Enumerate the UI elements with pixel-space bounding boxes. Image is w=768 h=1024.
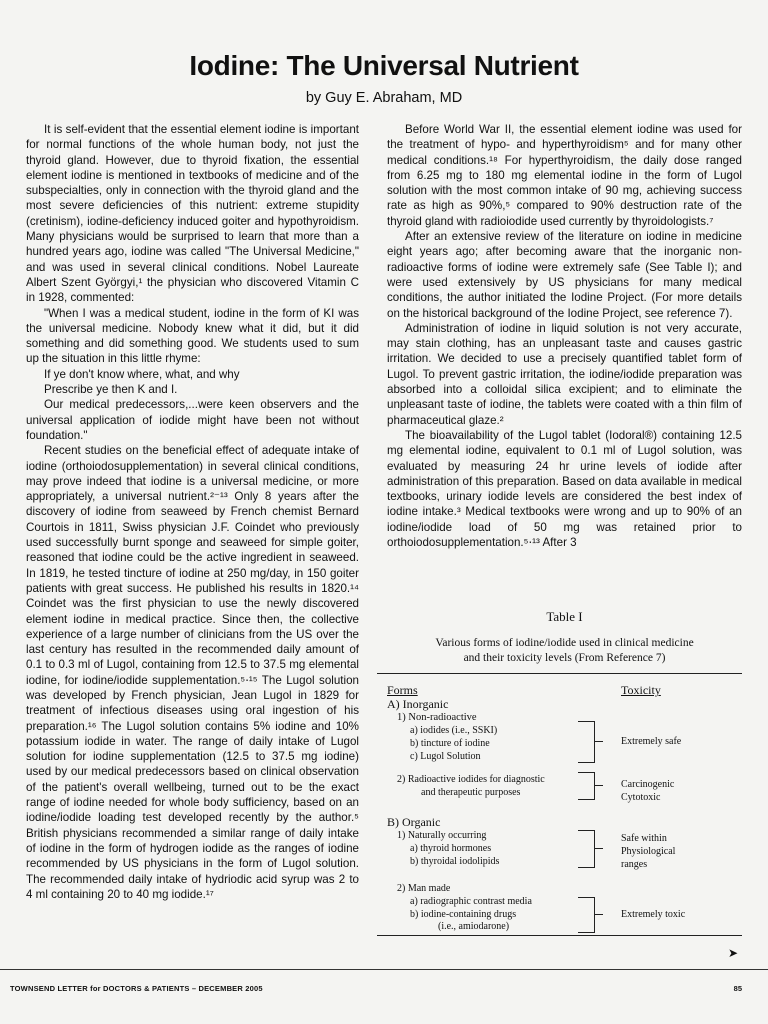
page-number: 85 xyxy=(733,984,742,993)
table-item: and therapeutic purposes xyxy=(421,787,521,798)
table-item: b) thyroidal iodolipids xyxy=(410,856,500,867)
toxicity-label: ranges xyxy=(621,859,648,870)
toxicity-label: Safe within xyxy=(621,833,667,844)
toxicity-label: Extremely toxic xyxy=(621,909,686,920)
brace-icon xyxy=(578,897,595,933)
footer-publication: TOWNSEND LETTER for DOCTORS & PATIENTS – DECEMBER 2005 xyxy=(10,984,263,993)
table-caption-line: and their toxicity levels (From Reference 7) xyxy=(463,652,666,664)
table-category-organic: B) Organic xyxy=(387,815,441,829)
table-subcategory: 2) Man made xyxy=(397,883,451,894)
table-header-toxicity: Toxicity xyxy=(621,683,661,697)
table-bottom-rule xyxy=(377,935,742,936)
brace-tick xyxy=(595,785,603,786)
article-byline: by Guy E. Abraham, MD xyxy=(305,90,463,106)
paragraph: Before World War II, the essential element iodine was used for the treatment of hypo- and hyperthyroidism⁵ and for many other medical conditions.¹⁸ For hyperthyroidism, the daily dose ranged from 6.25 mg to 180 mg elemental iodine in the form of Lugol solution with the most common intake of 90 mg, achieving success rate as high as 90%,⁵ compared to 90% destruction rate of the thyroid gland with radioiodide used currently by thyroidologists.⁷ xyxy=(387,123,742,228)
table-item: c) Lugol Solution xyxy=(410,751,481,762)
table-item: a) radiographic contrast media xyxy=(410,896,532,907)
toxicity-label: Physiological xyxy=(621,846,676,857)
brace-tick xyxy=(595,848,603,849)
table-subcategory: 1) Naturally occurring xyxy=(397,830,487,841)
brace-icon xyxy=(578,772,595,800)
paragraph: The bioavailability of the Lugol tablet (Iodoral®) containing 12.5 mg elemental iodine, equivalent to 0.1 ml of Lugol solution, was evaluated by measuring 24 hr urine levels of iodide after administration of this preparation. Based on data available in medical textbooks, urinary iodide levels are considered the best index of iodine intake.³ Medical textbooks were wrong and up to 90% of an iodine/iodide load of 50 mg was retained prior to orthoiodosupplementation.⁵⋅¹³ After 3 xyxy=(387,428,742,550)
table-top-rule xyxy=(377,673,742,674)
paragraph: It is self-evident that the essential element iodine is important for normal functions of the whole human body, not just the thyroid gland. However, due to thyroid fixation, the essential element iodine is mentioned in textbooks of medicine and of the subspecialties, only in connection with the thyroid gland and the most severe deficiencies of this nutrient: extreme stupidity (cretinism), iodine-deficiency induced goiter and hypothyroidism. Many physicians would be surprised to learn that more than a hundred years ago, iodine was called "The Universal Medicine," and was used in several clinical conditions. Nobel Laureate Albert Szent Györgyi,¹ the physician who discovered Vitamin C in 1928, commented: xyxy=(26,123,359,305)
rhyme-line: Prescribe ye then K and I. xyxy=(44,383,178,397)
table-item: a) iodides (i.e., SSKI) xyxy=(410,725,498,736)
toxicity-label: Extremely safe xyxy=(621,736,682,747)
paragraph: After an extensive review of the literature on iodine in medicine eight years ago; after becoming aware that the inorganic non-radioactive forms of iodine were extremely safe (See Table I); and were used extensively by US physicians for many medical conditions, the author initiated the Iodine Project. (For more details on the historical background of the Iodine Project, see reference 7). xyxy=(387,230,742,320)
paragraph: Recent studies on the beneficial effect of adequate intake of iodine (orthoiodosupplementation) in several clinical conditions, may prove indeed that iodine is a universal medicine, or more appropriately, a universal nutrient.²⁻¹³ Only 8 years after the discovery of iodine from seaweed by French chemist Bernard Courtois in 1811, Swiss physician J.F. Coindet who previously used successfully burnt sponge and seaweed for simple goiter, reasoned that iodine could be the active ingredient in seaweed. In 1819, he tested tincture of iodine at 250 mg/day, in 150 goiter patients with great success. He published his results in 1820.¹⁴ Coindet was the first physician to use the newly discovered element iodine in medical practice. Since then, the collective experience of a large number of clinicians from the US over the last century has resulted in the recommended daily amount of 0.1 to 0.3 ml of Lugol, containing from 12.5 to 37.5 mg elemental iodine, for iodine/iodide supplementation.⁵⋅¹⁵ The Lugol solution was developed by French physician, Jean Lugol in 1829 for treatment of infectious diseases using oral ingestion of his preparation.¹⁶ The Lugol solution contains 5% iodine and 10% potassium iodide in water. The range of daily intake of Lugol solution for iodine supplementation (12.5 to 37.5 mg iodine) used by our medical predecessors based on clinical observation of the patient's overall wellbeing, turned out to be the exact range of iodine needed for whole body sufficiency, based on an iodine/iodide loading test developed recently by the author.⁵ British physicians recommended a similar range of daily intake of iodine in the form of hydrogen iodide as the ranges of iodine recommended by US physicians in the form of Lugol solution. The recommended daily intake of hydriodic acid syrup was 2 to 4 ml containing 20 to 40 mg iodide.¹⁷ xyxy=(26,444,359,901)
table-item: 2) Radioactive iodides for diagnostic xyxy=(397,774,545,785)
brace-icon xyxy=(578,721,595,763)
right-column xyxy=(387,122,742,550)
paragraph: Administration of iodine in liquid solution is not very accurate, may stain clothing, has an unpleasant taste and causes gastric irritation. We decided to use a precisely quantified tablet form of Lugol. To prevent gastric irritation, the iodine/iodide preparation was absorbed into a colloidal silica excipient; and to eliminate the unpleasant taste of iodine, the tablets were coated with a thin film of pharmaceutical glaze.² xyxy=(387,321,742,427)
table-category-inorganic: A) Inorganic xyxy=(387,697,449,711)
paragraph: "When I was a medical student, iodine in the form of KI was the universal medicine. Nobody knew what it did, but it did something and did something good. We students used to sum up the situation in this little rhyme: xyxy=(26,306,359,366)
article-title: Iodine: The Universal Nutrient xyxy=(189,50,579,81)
table-caption-line: Various forms of iodine/iodide used in clinical medicine xyxy=(435,637,694,649)
footer-rule xyxy=(0,969,768,970)
left-column xyxy=(26,122,359,902)
table-header-forms: Forms xyxy=(387,683,418,697)
toxicity-label: Carcinogenic xyxy=(621,779,675,790)
table-caption xyxy=(387,636,742,666)
table-item: b) tincture of iodine xyxy=(410,738,490,749)
toxicity-label: Cytotoxic xyxy=(621,792,661,803)
brace-icon xyxy=(578,830,595,868)
brace-tick xyxy=(595,741,603,742)
table-item: b) iodine-containing drugs xyxy=(410,909,517,920)
rhyme-line: If ye don't know where, what, and why xyxy=(44,367,240,381)
table-subcategory: 1) Non-radioactive xyxy=(397,712,477,723)
brace-tick xyxy=(595,914,603,915)
table-title: Table I xyxy=(546,609,583,624)
paragraph: Our medical predecessors,...were keen observers and the universal application of iodide might have been not without foundation." xyxy=(26,398,359,442)
continue-arrow-icon: ➤ xyxy=(727,946,738,960)
table-item: (i.e., amiodarone) xyxy=(438,921,510,932)
table-item: a) thyroid hormones xyxy=(410,843,492,854)
